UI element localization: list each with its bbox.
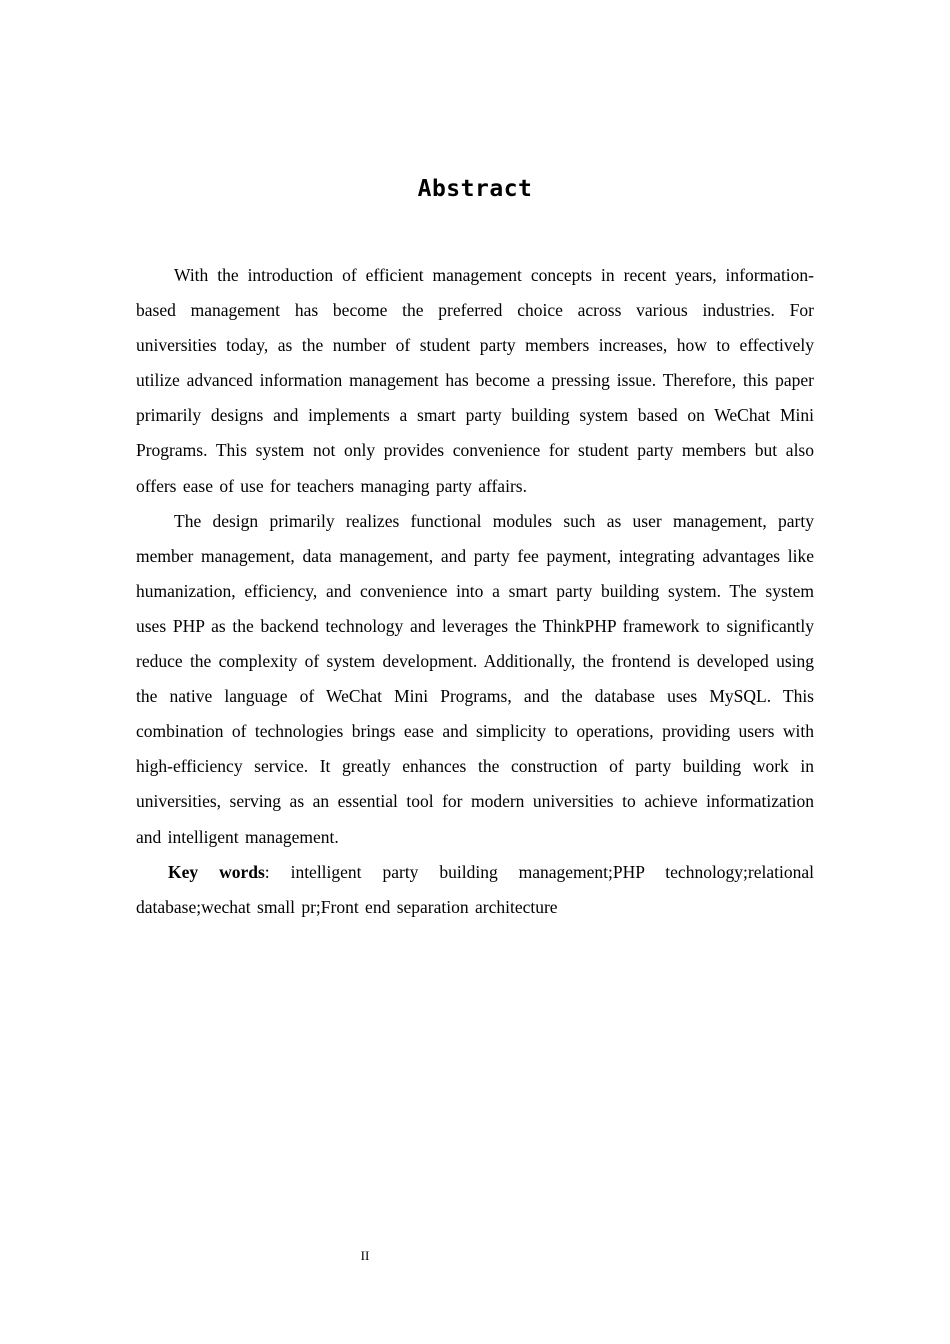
keywords-line [136,855,814,925]
abstract-paragraph-1: With the introduction of efficient management concepts in recent years, information-based management has become the preferred choice across various industries. For universities today, as the number of student party members increases, how to effectively utilize advanced information management has become a pressing issue. Therefore, this paper primarily designs and implements a smart party building system based on WeChat Mini Programs. This system not only provides convenience for student party members but also offers ease of use for teachers managing party affairs. [136,265,814,496]
keywords-text: intelligent party building management;PHP technology;relational database;wechat small pr;Front end separation architecture [136,861,814,917]
keywords-separator: : [264,861,291,882]
page-title: Abstract [417,176,533,202]
page-number: II [360,1248,370,1263]
abstract-body [136,258,814,925]
keywords-label: Key words [168,861,265,882]
abstract-paragraph-2: The design primarily realizes functional modules such as user management, party member management, data management, and party fee payment, integrating advantages like humanization, efficiency, and convenience into a smart party building system. The system uses PHP as the backend technology and leverages the ThinkPHP framework to significantly reduce the complexity of system development. Additionally, the frontend is developed using the native language of WeChat Mini Programs, and the database uses MySQL. This combination of technologies brings ease and simplicity to operations, providing users with high-efficiency service. It greatly enhances the construction of party building work in universities, serving as an essential tool for modern universities to achieve informatization and intelligent management. [136,510,814,847]
